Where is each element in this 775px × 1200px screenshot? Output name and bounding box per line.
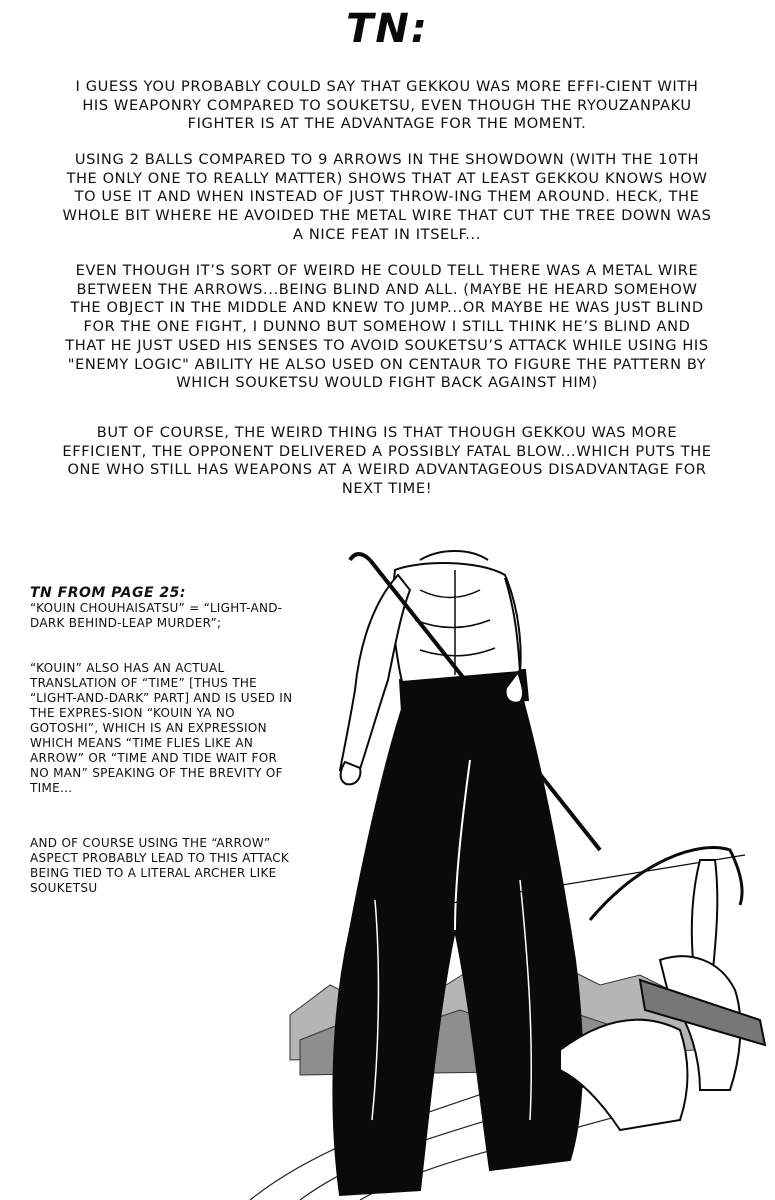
standing-fighter (333, 551, 582, 1195)
note-paragraph-3: EVEN THOUGH IT’S SORT OF WEIRD HE COULD TELL THERE WAS A METAL WIRE BETWEEN THE ARROWS...BEING BLIND AND ALL. (MAYBE HE HEARD SOMEHOW THE OBJECT IN THE MIDDLE AND KNEW TO JUMP...OR MAYBE HE WAS JUST BLIND FOR THE ONE FIGHT, I DUNNO BUT SOMEHOW I STILL THINK HE’S BLIND AND THAT HE JUST USED HIS SENSES TO AVOID SOUKETSU’S ATTACK WHILE USING HIS "ENEMY LOGIC" ABILITY HE ALSO USED ON CENTAUR TO FIGURE THE PATTERN BY WHICH SOUKETSU WOULD FIGHT BACK AGAINST HIM) (65, 262, 709, 392)
manga-illustration (0, 530, 775, 1200)
side-note-paragraph-3: AND OF COURSE USING THE “ARROW” ASPECT PROBABLY LEAD TO THIS ATTACK BEING TIED TO A LITERAL ARCHER LIKE SOUKETSU (30, 836, 290, 895)
side-note-paragraph-2: “KOUIN” ALSO HAS AN ACTUAL TRANSLATION OF “TIME” [THUS THE “LIGHT-AND-DARK” PART] AND IS USED IN THE EXPRES-SION “KOUIN YA NO GOTOSHI”, WHICH IS AN EXPRESSION WHICH MEANS “TIME FLIES LIKE AN ARROW” OR “TIME AND TIDE WAIT FOR NO MAN” SPEAKING OF THE BREVITY OF TIME... (30, 661, 293, 795)
page-title: TN: (346, 6, 429, 52)
side-note-title: TN FROM PAGE 25: (30, 585, 187, 601)
side-note-paragraph-1: “KOUIN CHOUHAISATSU” = “LIGHT-AND-DARK BEHIND-LEAP MURDER”; (30, 601, 283, 630)
note-paragraph-2: USING 2 BALLS COMPARED TO 9 ARROWS IN THE SHOWDOWN (WITH THE 10TH THE ONLY ONE TO REALLY MATTER) SHOWS THAT AT LEAST GEKKOU KNOWS HOW TO USE IT AND WHEN INSTEAD OF JUST THROW-ING THEM AROUND. HECK, THE WHOLE BIT WHERE HE AVOIDED THE METAL WIRE THAT CUT THE TREE DOWN WAS A NICE FEAT IN ITSELF... (62, 151, 712, 243)
note-paragraph-1: I GUESS YOU PROBABLY COULD SAY THAT GEKKOU WAS MORE EFFI-CIENT WITH HIS WEAPONRY COMPARED TO SOUKETSU, EVEN THOUGH THE RYOUZANPAKU FIGHTER IS AT THE ADVANTAGE FOR THE MOMENT. (75, 78, 699, 133)
note-paragraph-4: BUT OF COURSE, THE WEIRD THING IS THAT THOUGH GEKKOU WAS MORE EFFICIENT, THE OPPONENT DELIVERED A POSSIBLY FATAL BLOW...WHICH PUTS THE ONE WHO STILL HAS WEAPONS AT A WEIRD ADVANTAGEOUS DISADVANTAGE FOR NEXT TIME! (62, 424, 712, 498)
